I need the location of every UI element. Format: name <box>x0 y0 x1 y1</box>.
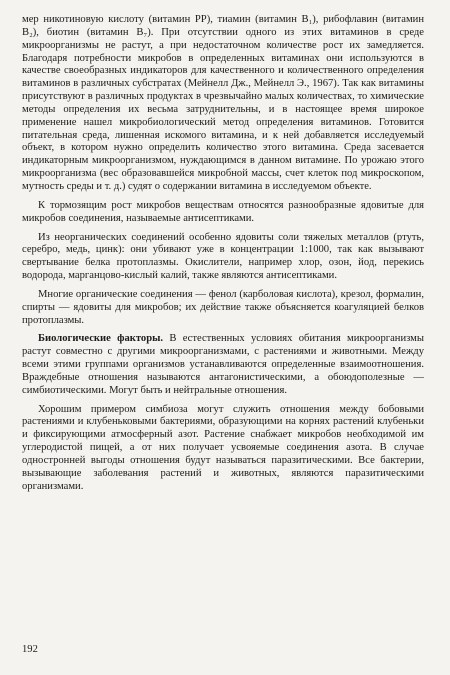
paragraph-symbiosis: Хорошим примером симбиоза могут служить отношения между бобовыми растениями и клубеньковыми бактериями, образующими на корнях растений клубеньки и фиксирующими атмосферный азот. Растение снабжает микробов необходимой им углеродистой пищей, а от них получает усвояемые соединения азота. В случае одностронней выгоды отношения будут называться паразитическими. Все бактерии, вызывающие заболевания растений и животных, являются паразитическими организмами. <box>22 403 424 492</box>
section-heading-biological-factors: Биологические факторы. <box>38 333 164 345</box>
page-number: 192 <box>22 644 38 655</box>
paragraph-biological-factors <box>22 333 424 397</box>
paragraph-inorganic-compounds: Из неорганических соединений особенно ядовиты соли тяжелых металлов (ртуть, серебро, медь, цинк): они убивают уже в концентрации 1:1000, так как вызывают свертывание белка протоплазмы. Окислители, например хлор, озон, йод, перекись водорода, марганцово-кислый калий, также являются антисептиками. <box>22 231 424 282</box>
paragraph-antiseptics-intro: К тормозящим рост микробов веществам относятся разнообразные ядовитые для микробов соединения, называемые антисептиками. <box>22 199 424 224</box>
paragraph-organic-compounds: Многие органические соединения — фенол (карболовая кислота), крезол, формалин, спирты — ядовиты для микробов; их действие также объясняется коагуляцией белков протоплазмы. <box>22 288 424 326</box>
paragraph-vitamins: мер никотиновую кислоту (витамин PP), тиамин (витамин B₁), рибофлавин (витамин B₂), биотин (витамин B₇). При отсутствии одного из этих витаминов в среде микроорганизмы не растут, а при недостаточном количестве рост их замедляется. Благодаря потребности микробов в определенных витаминах они используются в качестве своеобразных индикаторов для качественного и количественного определения витаминов в различных субстратах (Мейнелл Дж., Мейнелл Э., 1967). Так как витамины присутствуют в различных продуктах в чрезвычайно малых количествах, то химические методы определения их весьма затруднительны, и в настоящее время широкое применение нашел микробиологический метод определения витаминов. Готовится питательная среда, лишенная искомого витамина, и к ней добавляется исследуемый объект, в котором нужно определить количество этого витамина. Среда засевается индикаторным микроорганизмом, нуждающимся в данном витамине. По урожаю этого микроорганизма (вес образовавшейся микробной массы, счет клеток под микроскопом, мутность среды и т. д.) судят о содержании витамина в исследуемом объекте. <box>22 14 424 192</box>
biological-factors-text: В естественных условиях обитания микроорганизмы растут совместно с другими микроорганизмами, с растениями и животными. Между всеми этими группами организмов устанавливаются определенные взаимоотношения. Враждебные отношения называются антагонистическими, а обоюдополезные — симбиотическими. Могут быть и нейтральные отношения. <box>22 333 425 396</box>
